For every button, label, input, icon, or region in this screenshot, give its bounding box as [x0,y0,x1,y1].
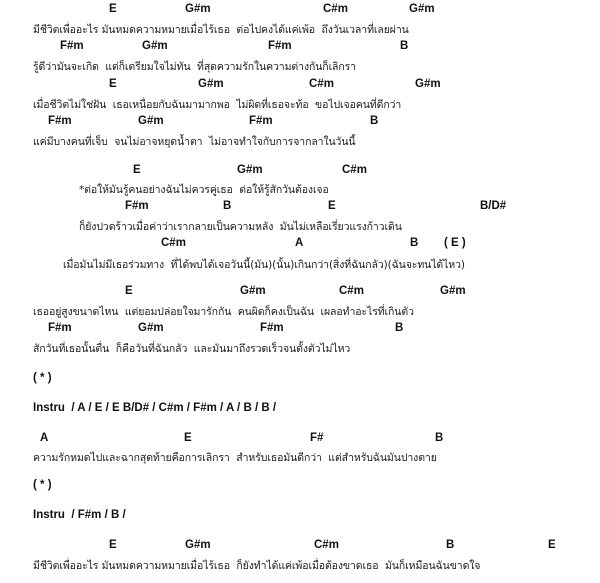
lyric-line: มีชีวิตเพื่ออะไร มันหมดความหมายเมื่อไร้เธอ ก็ยังทำได้แค่เพ้อเมื่อต้องขาดเธอ มันก็เหมือนฉันขาดใจ [33,560,481,572]
chord: G#m [237,164,263,176]
chord: B [223,200,232,212]
chord: B/D# [480,200,507,212]
chord: G#m [185,3,211,15]
chord: ( E ) [444,237,466,249]
chord: F#m [268,40,292,52]
instru-line: Instru / F#m / B / [33,509,126,521]
instru-line: Instru / A / E / E B/D# / C#m / F#m / A / B / B / [33,402,277,414]
lyric-line: เธออยู่สูงขนาดไหน แต่ยอมปล่อยใจมารักกัน คนผิดก็คงเป็นฉัน เผลอทำอะไรที่เกินตัว [33,306,414,318]
chord: G#m [142,40,168,52]
lyric-line: เมื่อมันไม่มีเธอร่วมทาง ที่ได้พบได้เจอวันนี้(มัน)(นั้น)เกินกว่า(สิ่งที่ฉันกลัว)(ฉันจะทนได้ไหว) [63,259,465,271]
chord: G#m [185,539,211,551]
lyric-line: ก็ยังปวดร้าวเมื่อค่าว่าเรากลายเป็นความหลัง มันไม่เหลือเรี่ยวแรงก้าวเดิน [79,221,402,233]
lyric-line: ความรักหมดไปและฉากสุดท้ายคือการเลิกรา สำหรับเธอมันดีกว่า แต่สำหรับฉันมันปางตาย [33,452,437,464]
chord: C#m [314,539,339,551]
chord: G#m [138,115,164,127]
chord: C#m [339,285,364,297]
chord: B [446,539,455,551]
section-tag: ( * ) [33,372,52,384]
chord: A [295,237,304,249]
chord: B [370,115,379,127]
chord: F#m [48,322,72,334]
chord: F#m [60,40,84,52]
chord: B [400,40,409,52]
chord: G#m [440,285,466,297]
chord: C#m [323,3,348,15]
chord: G#m [138,322,164,334]
chord: E [109,3,117,15]
chord: F#m [249,115,273,127]
chord: E [184,432,192,444]
chord: E [109,78,117,90]
lyric-line: รู้ดีว่ามันจะเกิด แต่ก็เตรียมใจไม่ทัน ที่สุดความรักในความต่างกันก็เลิกรา [33,61,356,73]
chord: E [133,164,141,176]
chord: B [395,322,404,334]
chord: E [548,539,556,551]
chord: F#m [125,200,149,212]
chord: C#m [309,78,334,90]
lyric-line: มีชีวิตเพื่ออะไร มันหมดความหมายเมื่อไร้เธอ ต่อไปคงได้แค่เพ้อ ถึงวันเวลาที่เลยผ่าน [33,24,409,36]
lyric-line: สักวันที่เธอนั้นตื่น ก็คือวันที่ฉันกลัว และมันมาถึงรวดเร็วจนตั้งตัวไม่ไหว [33,343,351,355]
chord: F#m [48,115,72,127]
chord: F#m [260,322,284,334]
lyric-line: *ต่อให้มันรู้คนอย่างฉันไม่ควรคู่เธอ ต่อให้รู้สักวันต้องเจอ [79,184,329,196]
chord: B [410,237,419,249]
chord: F# [310,432,324,444]
chord: B [435,432,444,444]
lyric-line: เมื่อชีวิตไม่ใช่ฝัน เธอเหนื่อยกับฉันมามากพอ ไม่ผิดที่เธอจะท้อ ขอไปเจอคนที่ดีกว่า [33,99,402,111]
chord: E [109,539,117,551]
lyric-line: แค่มีบางคนที่เจ็บ จนไม่อาจหยุดน้ำตา ไม่อาจทำใจกับการจากลาในวันนี้ [33,136,356,148]
chord: G#m [198,78,224,90]
chord: G#m [240,285,266,297]
chord: E [125,285,133,297]
chord: C#m [161,237,186,249]
chord: E [328,200,336,212]
chord: G#m [409,3,435,15]
chord: G#m [415,78,441,90]
chord: C#m [342,164,367,176]
section-tag: ( * ) [33,479,52,491]
chord: A [40,432,49,444]
